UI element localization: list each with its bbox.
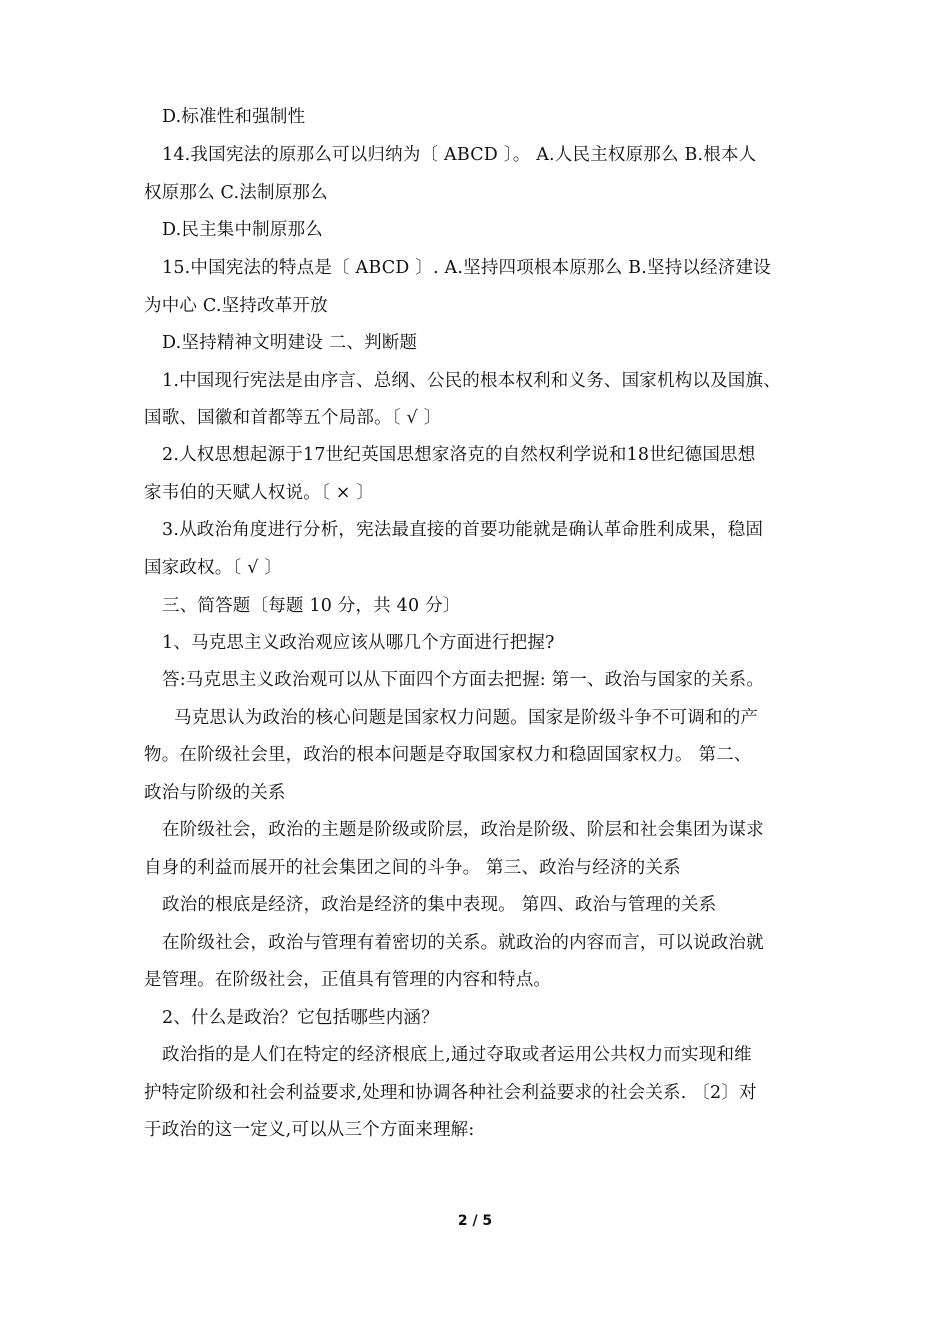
text-line-answer-1-p3-cont: 自身的利益而展开的社会集团之间的斗争。 第三、政治与经济的关系: [144, 858, 681, 878]
text-line-answer-1-p3: 在阶级社会，政治的主题是阶级或阶层，政治是阶级、阶层和社会集团为谋求: [162, 820, 764, 840]
text-line-judgment-3: 3.从政治角度进行分析，宪法最直接的首要功能就是确认革命胜利成果，稳固: [162, 520, 764, 540]
section-heading-short-answer: 三、简答题〔每题 10 分，共 40 分〕: [162, 596, 461, 616]
text-line-short-q2: 2、什么是政治？它包括哪些内涵？: [162, 1008, 439, 1028]
text-line-judgment-1-cont: 国歌、国徽和首都等五个局部。〔 √ 〕: [144, 408, 442, 428]
text-line-answer-1-p2-cont: 物。在阶级社会里，政治的根本问题是夺取国家权力和稳固国家权力。 第二、: [144, 745, 752, 765]
text-line-question-14: 14.我国宪法的原那么可以归纳为〔 ABCD 〕。 A.人民主权原那么 B.根本人: [162, 145, 757, 165]
text-line-question-15-cont: 为中心 C.坚持改革开放: [144, 296, 328, 316]
page-number: 2 / 5: [457, 1213, 493, 1229]
text-line-judgment-3-cont: 国家政权。〔 √ 〕: [144, 558, 283, 578]
text-line-answer-1: 答:马克思主义政治观可以从下面四个方面去把握: 第一、政治与国家的关系。: [162, 670, 765, 690]
text-line-judgment-2: 2.人权思想起源于17世纪英国思想家洛克的自然权利学说和18世纪德国思想: [162, 445, 756, 465]
text-line-question-15-option-d: D.坚持精神文明建设 二、判断题: [162, 333, 418, 353]
text-line-answer-1-p5-cont: 是管理。在阶级社会，正值具有管理的内容和特点。: [144, 970, 552, 990]
text-line-answer-2: 政治指的是人们在特定的经济根底上,通过夺取或者运用公共权力而实现和维: [162, 1045, 752, 1065]
text-line-judgment-1: 1.中国现行宪法是由序言、总纲、公民的根本权利和义务、国家机构以及国旗、: [162, 371, 781, 391]
text-line-question-15: 15.中国宪法的特点是〔 ABCD 〕. A.坚持四项根本原那么 B.坚持以经济建设: [162, 258, 771, 278]
text-line-answer-1-p5: 在阶级社会，政治与管理有着密切的关系。就政治的内容而言，可以说政治就: [162, 933, 764, 953]
text-line-question-14-cont: 权原那么 C.法制原那么: [144, 183, 328, 203]
text-line-question-14-option-d: D.民主集中制原那么: [162, 220, 323, 240]
text-line-answer-1-heading-2: 政治与阶级的关系: [144, 783, 286, 803]
text-line-answer-2-cont: 护特定阶级和社会利益要求,处理和协调各种社会利益要求的社会关系. 〔2〕对: [144, 1083, 757, 1103]
text-line-judgment-2-cont: 家韦伯的天赋人权说。〔 × 〕: [144, 483, 375, 503]
text-line-answer-1-p4: 政治的根底是经济，政治是经济的集中表现。 第四、政治与管理的关系: [162, 895, 717, 915]
text-line-answer-2-cont-2: 于政治的这一定义,可以从三个方面来理解:: [144, 1120, 475, 1140]
text-line-short-q1: 1、马克思主义政治观应该从哪几个方面进行把握?: [162, 633, 555, 653]
text-line-option-d: D.标准性和强制性: [162, 107, 306, 127]
text-line-answer-1-p2: 马克思认为政治的核心问题是国家权力问题。国家是阶级斗争不可调和的产: [174, 708, 759, 728]
